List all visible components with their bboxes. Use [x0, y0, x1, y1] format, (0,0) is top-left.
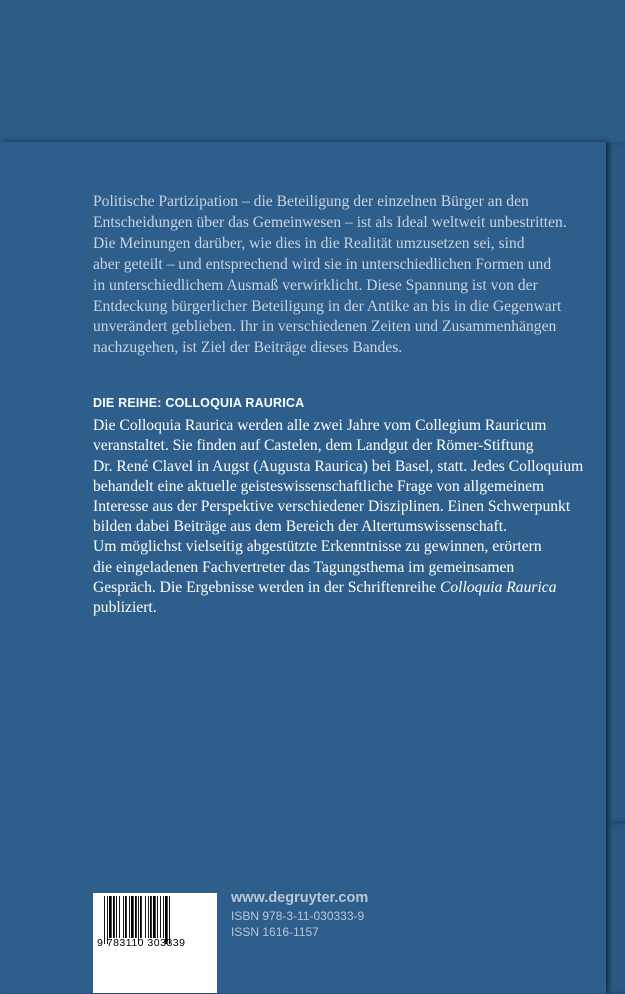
barcode-bar [123, 896, 124, 938]
barcode-bar [129, 896, 130, 938]
series-line: die eingeladenen Fachvertreter das Tagungsthema im gemeinsamen [93, 558, 515, 576]
publisher-info [231, 890, 368, 940]
series-line: publiziert. [93, 599, 157, 617]
barcode-bar [113, 896, 115, 938]
barcode-bar [109, 896, 112, 938]
barcode-bar [153, 896, 156, 938]
barcode-number: 9 783110 303339 [97, 937, 186, 949]
series-line: bilden dabei Beiträge aus dem Bereich der Altertumswissenschaft. [93, 518, 507, 536]
barcode-bar [160, 896, 161, 938]
series-line: Interesse aus der Perspektive verschiedener Disziplinen. Einen Schwerpunkt [93, 498, 571, 516]
series-name-italic: Colloquia Raurica [439, 578, 557, 596]
intro-line: Politische Partizipation – die Beteiligung der einzelnen Bürger an den [93, 193, 529, 210]
series-line: veranstaltet. Sie finden auf Castelen, dem Landgut der Römer-Stiftung [93, 437, 534, 455]
intro-line: Entscheidungen über das Gemeinwesen – ist als Ideal weltweit unbestritten. [93, 213, 567, 231]
issn: ISSN 1616-1157 [231, 925, 319, 939]
intro-line: Die Meinungen darüber, wie dies in die Realität umzusetzen sei, sind [93, 234, 525, 252]
isbn: ISBN 978-3-11-030333-9 [231, 909, 365, 923]
series-line: behandelt eine aktuelle geisteswissenschaftliche Frage von allgemeinem [93, 477, 545, 495]
series-description [93, 416, 583, 578]
cover-edge-strip-lower [606, 822, 625, 994]
barcode-bar [125, 896, 127, 938]
series-line: Um möglichst vielseitig abgestützte Erkenntnisse zu gewinnen, erörtern [93, 538, 542, 556]
barcode [93, 893, 217, 993]
series-title: DIE REIHE: COLLOQUIA RAURICA [93, 396, 305, 410]
series-line: Dr. René Clavel in Augst (Augusta Raurica) bei Basel, statt. Jedes Colloquium [93, 457, 584, 475]
barcode-bar [131, 896, 134, 938]
barcode-bar [135, 896, 137, 938]
intro-line: nachzugehen, ist Ziel der Beiträge dieses Bandes. [93, 339, 403, 357]
intro-paragraph [93, 192, 567, 359]
cover-edge-strip [606, 142, 625, 822]
barcode-bar [148, 896, 149, 938]
intro-line: in unterschiedlichem Ausmaß verwirklicht. Diese Spannung ist von der [93, 276, 538, 294]
publisher-url[interactable]: www.degruyter.com [231, 890, 369, 906]
barcode-bar [163, 896, 164, 938]
barcode-bar [145, 896, 146, 938]
barcode-bar [116, 896, 117, 938]
barcode-bar [150, 896, 152, 938]
intro-line: Entdeckung bürgerlicher Beteiligung in der Antike an bis in die Gegenwart [93, 297, 562, 315]
series-line: Die Colloquia Raurica werden alle zwei Jahre vom Collegium Rauricum [93, 417, 547, 435]
intro-line: unverändert geblieben. Ihr in verschiedenen Zeiten und Zusammenhängen [93, 318, 557, 336]
intro-line: aber geteilt – und entsprechend wird sie in unterschiedlichen Formen und [93, 255, 552, 273]
barcode-bar [140, 896, 142, 938]
barcode-bar [157, 896, 158, 938]
barcode-bar [119, 896, 120, 938]
series-section [93, 393, 583, 618]
series-line: Gespräch. Die Ergebnisse werden in der Schriftenreihe Colloquia Raurica [93, 578, 557, 596]
